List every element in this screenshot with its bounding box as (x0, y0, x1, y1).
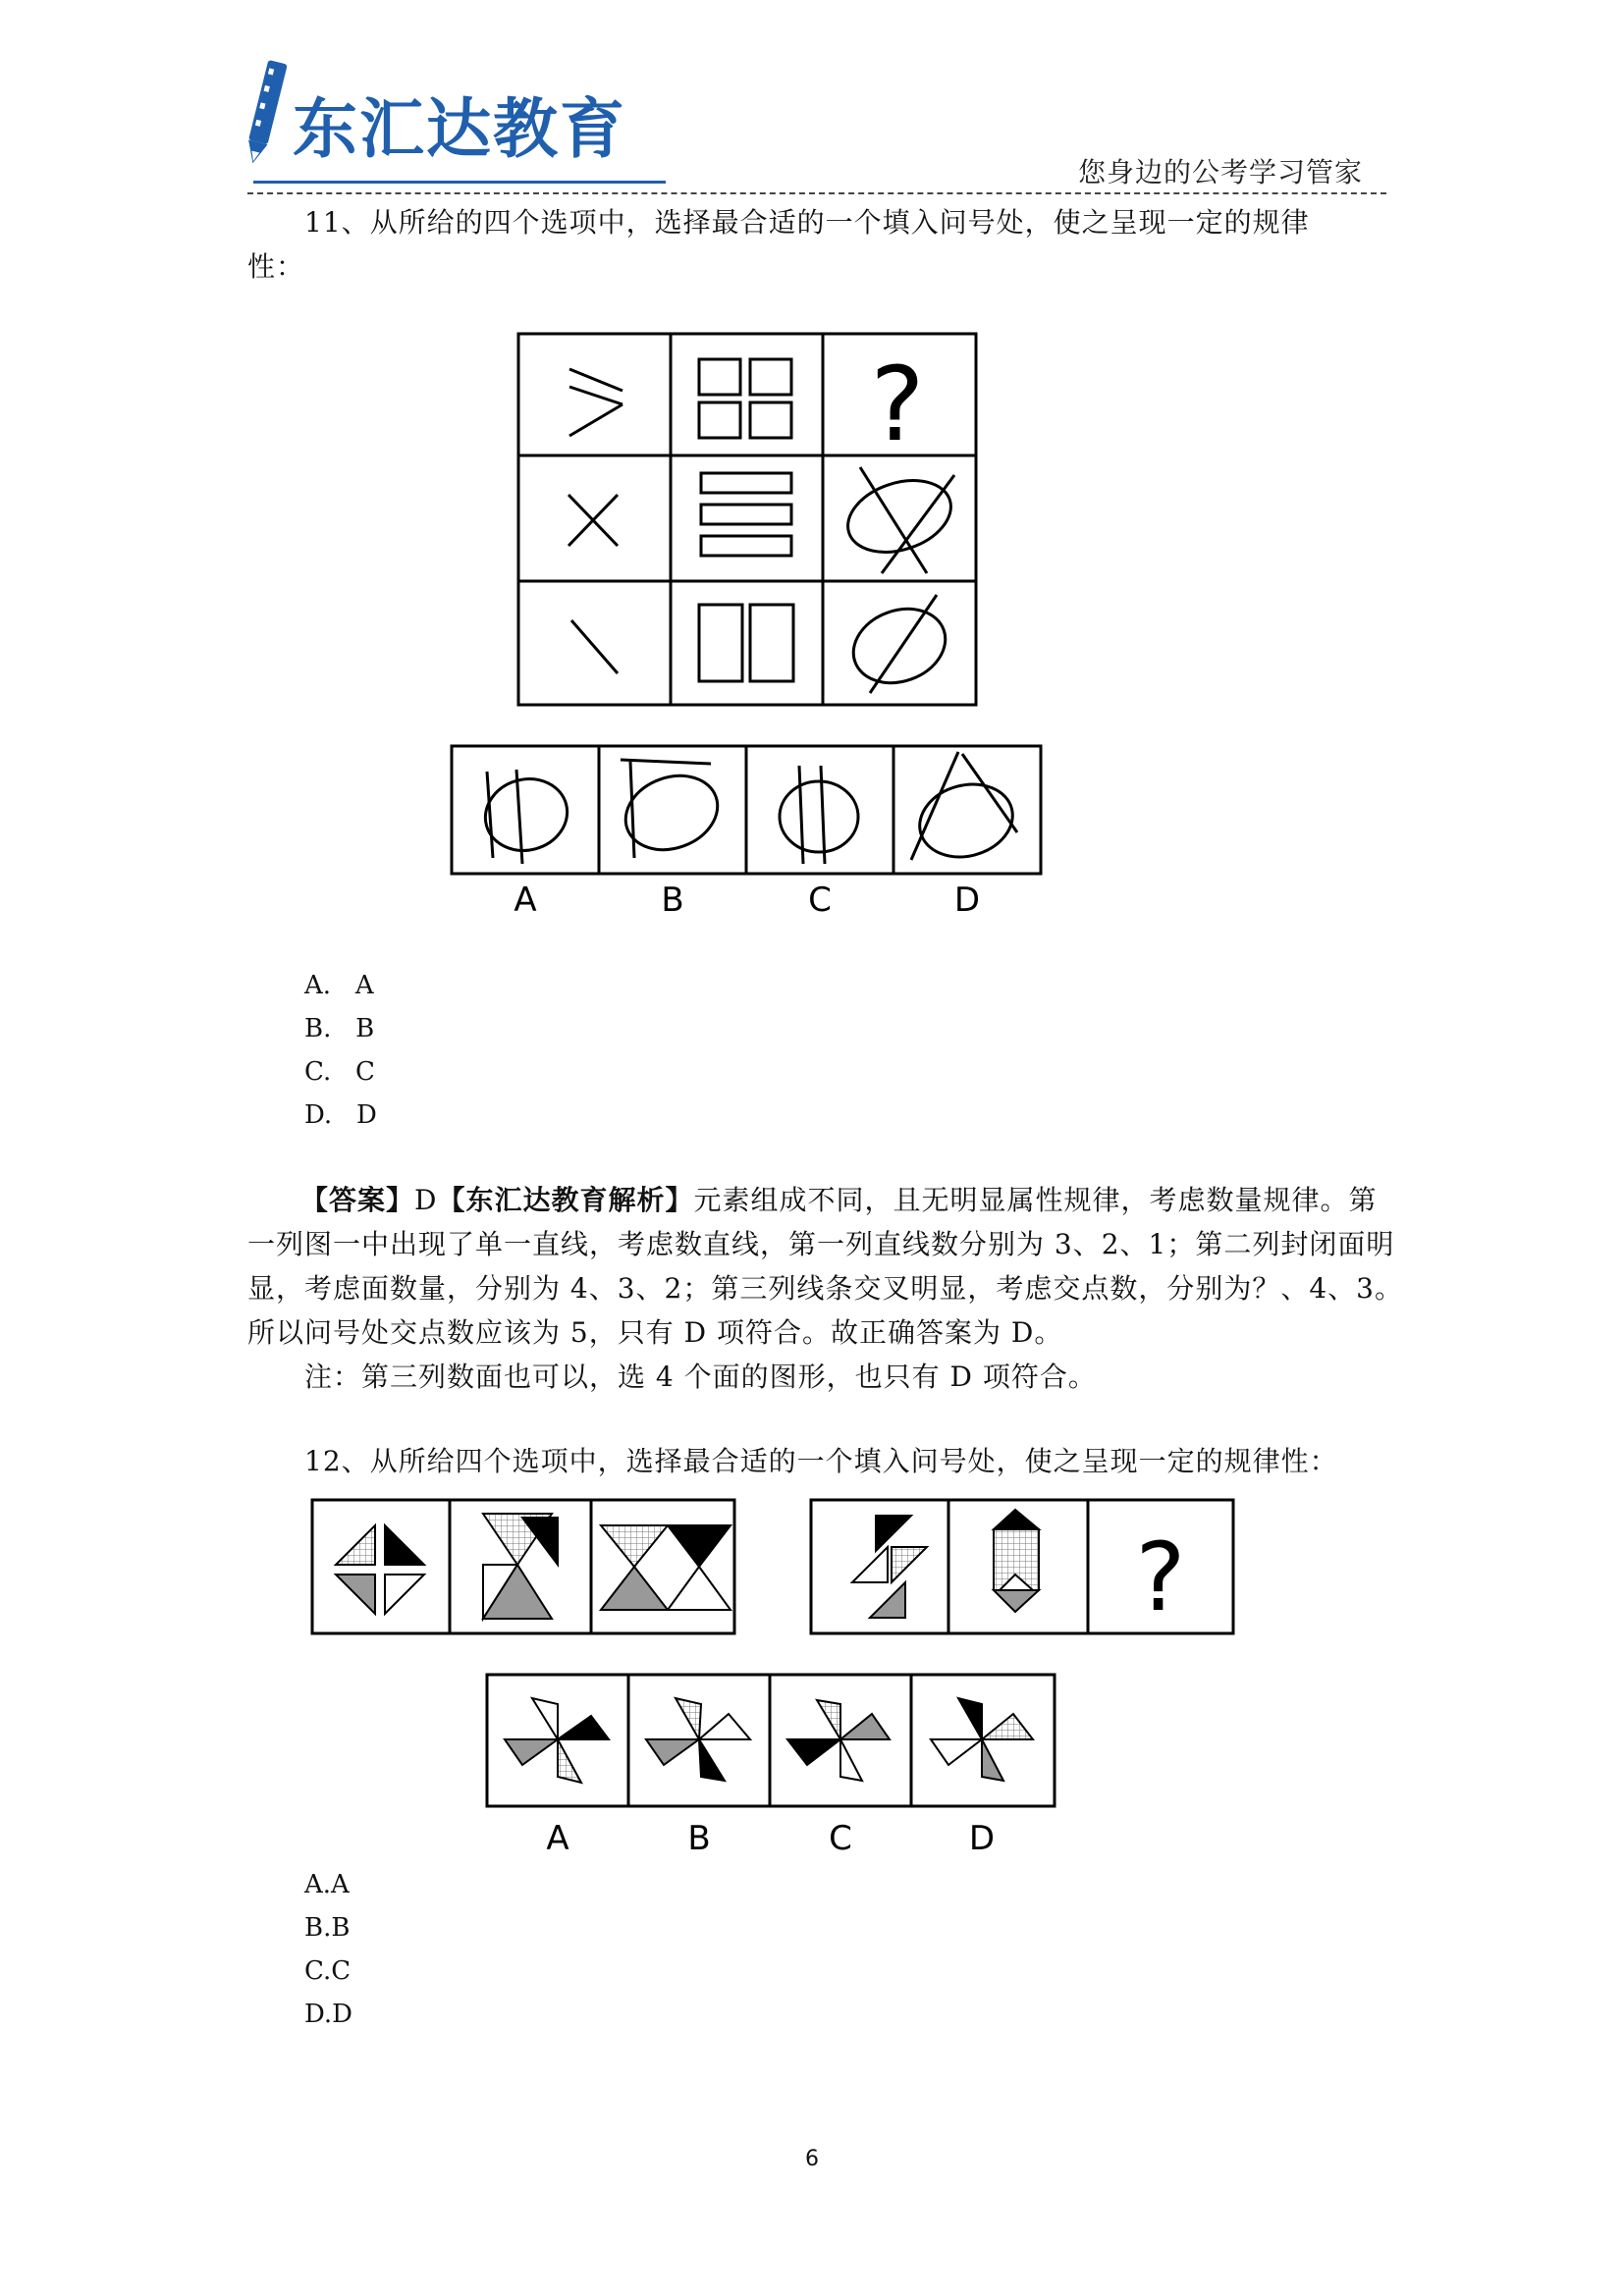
q11-analysis-line3: 显，考虑面数量，分别为 4、3、2；第三列线条交叉明显，考虑交点数，分别为？、4、3。 (247, 1272, 1403, 1305)
page-number: 6 (805, 2147, 819, 2171)
q12-fig-2 (483, 1514, 558, 1619)
q12-options (483, 1671, 1058, 1867)
q11-matrix (514, 330, 980, 709)
q11-analysis-line4: 所以问号处交点数应该为 5，只有 D 项符合。故正确答案为 D。 (247, 1316, 1063, 1349)
q12-option-d-figure (931, 1698, 1033, 1781)
q12-option-c-figure (787, 1700, 890, 1781)
q11-note: 注：第三列数面也可以，选 4 个面的图形，也只有 D 项符合。 (304, 1361, 1097, 1393)
q11-option-d-figure (911, 752, 1021, 867)
q12-option-label-c: C (829, 1819, 852, 1858)
q12-fig-5 (994, 1510, 1039, 1612)
q11-option-label-c: C (808, 881, 832, 920)
q11-option-c-figure (780, 766, 858, 864)
q11-options (448, 742, 1049, 929)
analysis-text: 元素组成不同，且无明显属性规律，考虑数量规律。第 (693, 1184, 1378, 1216)
q12-question-mark: ? (1135, 1522, 1186, 1632)
q11-cell-r3c3 (843, 595, 956, 695)
q12-choice-b[interactable]: B.B (304, 1913, 351, 1943)
q12-option-label-a: A (546, 1819, 569, 1858)
answer-value: D (414, 1184, 438, 1216)
header-divider (247, 192, 1386, 194)
answer-tag: 【答案】 (300, 1184, 415, 1216)
q11-cell-r3c1 (571, 620, 618, 673)
q11-option-a-figure (477, 770, 575, 864)
q12-stem: 12、从所给四个选项中，选择最合适的一个填入问号处，使之呈现一定的规律性： (304, 1445, 1338, 1477)
q11-option-label-a: A (514, 881, 537, 920)
q12-option-label-d: D (968, 1819, 996, 1858)
q11-cell-r2c3 (839, 467, 960, 573)
q11-choice-a[interactable]: A. A (304, 971, 374, 1000)
q12-fig-1 (336, 1525, 424, 1614)
q11-cell-r2c1 (568, 495, 618, 546)
q12-choice-a[interactable]: A.A (304, 1870, 350, 1899)
q11-stem-line1: 11、从所给的四个选项中，选择最合适的一个填入问号处，使之呈现一定的规律 (304, 206, 1310, 239)
q11-question-mark: ? (870, 345, 925, 464)
q11-choice-b[interactable]: B. B (304, 1014, 375, 1043)
q12-option-label-b: B (687, 1819, 711, 1858)
header-slogan: 您身边的公考学习管家 (1078, 156, 1364, 188)
q11-option-b-figure (616, 760, 729, 862)
q11-cell-r3c2 (699, 605, 793, 681)
q11-stem-line2: 性： (247, 250, 305, 283)
header (0, 0, 1624, 196)
pencil-logo-icon (244, 55, 289, 173)
q11-choice-d[interactable]: D. D (304, 1100, 377, 1130)
q11-analysis-line1 (300, 1178, 1378, 1222)
brand-name: 东汇达教育 (293, 91, 626, 167)
q11-option-label-d: D (953, 881, 981, 920)
q12-option-a-figure (505, 1698, 609, 1783)
q12-choice-d[interactable]: D.D (304, 2000, 353, 2029)
q12-option-b-figure (646, 1698, 750, 1781)
q11-analysis-line2: 一列图一中出现了单一直线，考虑数直线，第一列直线数分别为 3、2、1；第二列封闭面明 (247, 1228, 1395, 1260)
q11-cell-r1c2 (699, 359, 791, 438)
analysis-tag: 【东汇达教育解析】 (437, 1184, 694, 1216)
q12-fig-4 (852, 1516, 927, 1618)
brand-underline (253, 181, 666, 184)
q11-option-label-b: B (661, 881, 684, 920)
q11-cell-r2c2 (701, 473, 791, 556)
q12-sequence (306, 1496, 1239, 1641)
q11-choice-c[interactable]: C. C (304, 1057, 375, 1087)
q12-fig-3 (601, 1525, 731, 1610)
q11-cell-r1c1 (569, 369, 623, 436)
q12-choice-c[interactable]: C.C (304, 1956, 352, 1986)
